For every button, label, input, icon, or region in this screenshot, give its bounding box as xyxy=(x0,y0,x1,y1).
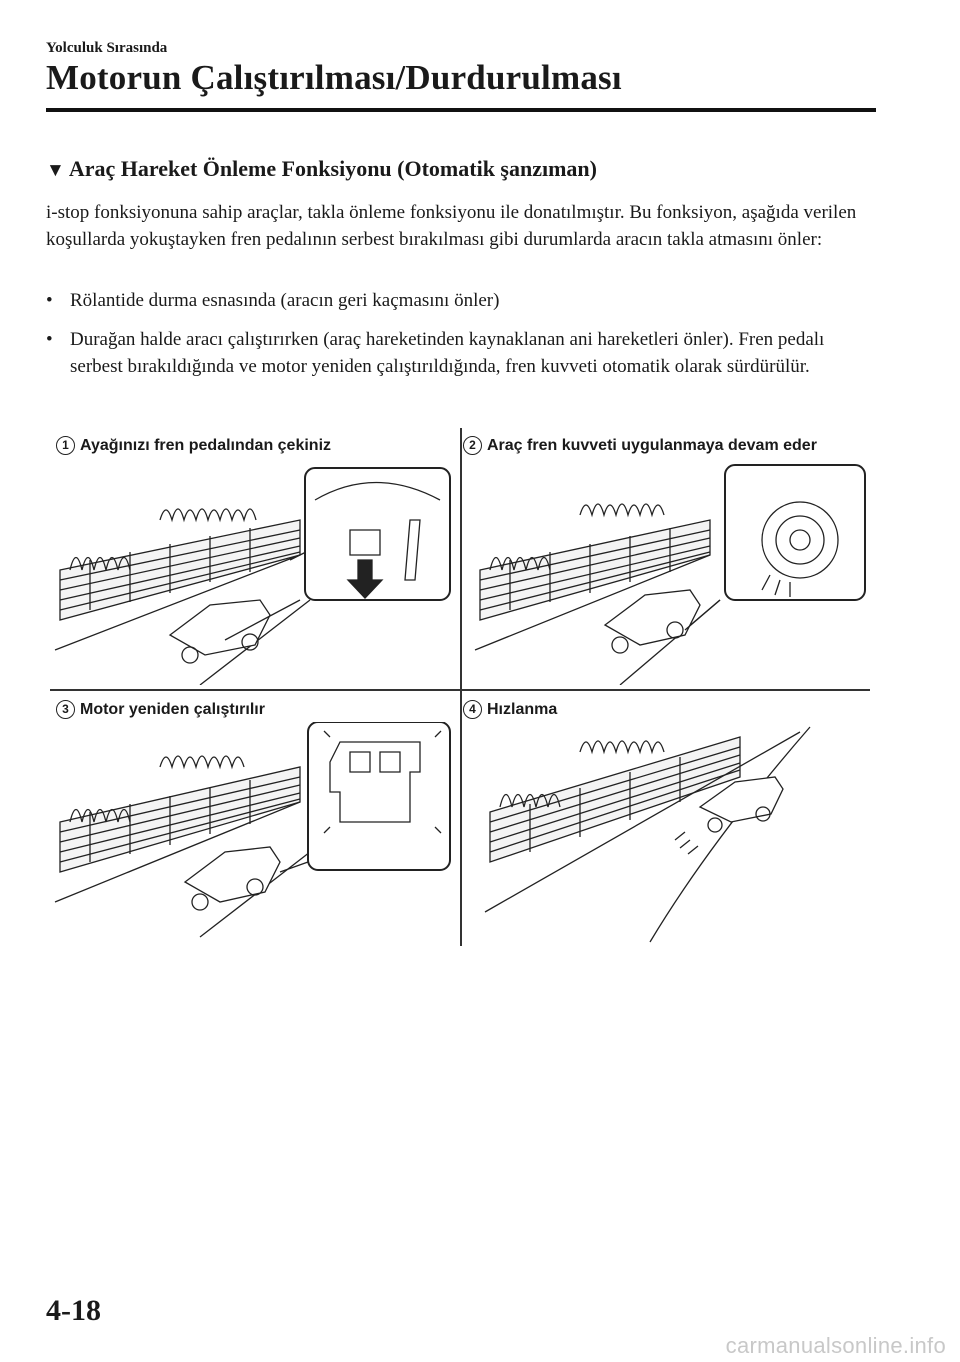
panel-4-illustration xyxy=(470,722,870,947)
step-number-1: 1 xyxy=(56,436,75,455)
bullet-icon: • xyxy=(46,329,53,350)
page-number: 4-18 xyxy=(46,1294,101,1327)
page-title: Motorun Çalıştırılması/Durdurulması xyxy=(46,58,622,97)
heading-text: Araç Hareket Önleme Fonksiyonu (Otomatik şanzıman) xyxy=(68,156,597,181)
triangle-marker-icon: ▼ xyxy=(46,160,65,181)
list-item-text: Rölantide durma esnasında (aracın geri kaçmasını önler) xyxy=(70,290,500,311)
panel-1-illustration xyxy=(50,460,455,685)
intro-paragraph: i-stop fonksiyonuna sahip araçlar, takla önleme fonksiyonu ile donatılmıştır. Bu fonksiyon, aşağıda verilen koşullarda yokuştayken fren pedalının serbest bırakılması gibi durumlarda aracın takla atmasını önler: xyxy=(46,202,857,250)
subsection-heading xyxy=(46,156,597,182)
figure-divider-vertical xyxy=(460,428,462,946)
panel-2-illustration xyxy=(470,460,870,685)
figure-divider-horizontal xyxy=(50,689,870,691)
list-item-text: Durağan halde aracı çalıştırırken (araç hareketinden kaynaklanan ani hareketleri önler). Fren pedalı serbest bırakıldığında ve motor yeniden çalıştırıldığında, fren kuvveti otomatik olarak sürdürülür. xyxy=(70,329,825,377)
panel-3-caption: 3 Motor yeniden çalıştırılır xyxy=(56,700,265,719)
step-number-3: 3 xyxy=(56,700,75,719)
watermark: carmanualsonline.info xyxy=(725,1333,946,1358)
section-label: Yolculuk Sırasında xyxy=(46,40,168,56)
step-number-4: 4 xyxy=(463,700,482,719)
panel-1-caption: 1 Ayağınızı fren pedalından çekiniz xyxy=(56,436,331,455)
step-number-2: 2 xyxy=(463,436,482,455)
bullet-icon: • xyxy=(46,290,53,311)
title-rule xyxy=(46,108,876,112)
panel-3-illustration xyxy=(50,722,455,947)
panel-2-caption: 2 Araç fren kuvveti uygulanmaya devam eder xyxy=(463,436,817,455)
panel-4-caption: 4 Hızlanma xyxy=(463,700,557,719)
